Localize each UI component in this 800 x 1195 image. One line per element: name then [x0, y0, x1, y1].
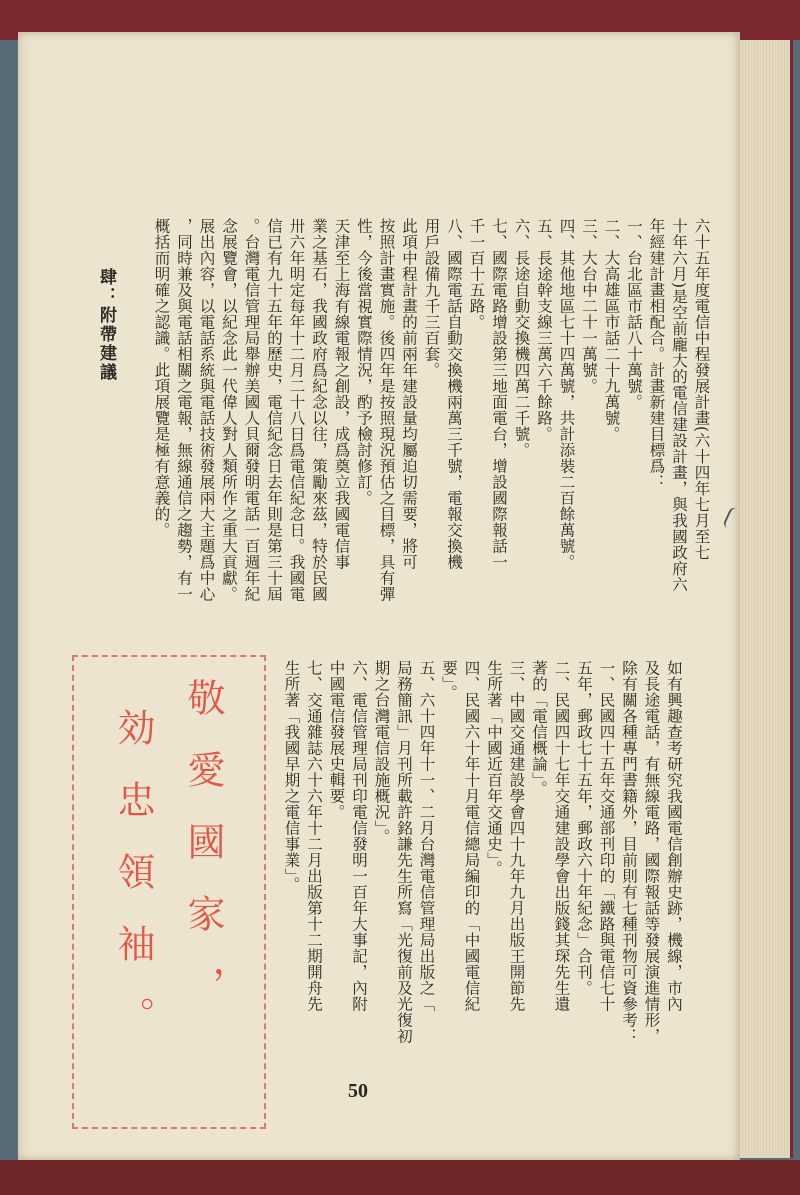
text-line: 除有關各種專門書籍外，目前則有七種刊物可資參考： [620, 660, 638, 1044]
text-line: 三、中國交通建設學會四十九年九月出版王開節先 [507, 660, 526, 1012]
text-line: 信已有九十五年的歷史，電信紀念日去年則是第三十屆 [265, 218, 283, 602]
text-line: 千一百十五路。 [467, 218, 486, 330]
text-line: 七、交通雜誌六十六年十二月出版第十二期開舟先 [305, 660, 323, 1012]
text-line: 六十五年度電信中程發展計畫(六十四年七月至七 [692, 218, 711, 561]
text-line: 概括而明確之認識。此項展覽是極有意義的。 [152, 218, 171, 538]
slogan-box [72, 655, 266, 1129]
text-line: 及長途電話，有無線電路，國際報話等發展演進情形， [642, 660, 661, 1044]
text-line: 中國電信發展史輯要。 [327, 660, 346, 820]
text-line: 生所著「中國近百年交通史」。 [485, 660, 503, 877]
text-line: 六、電信管理局刊印電信發明一百年大事記，內附 [350, 660, 368, 1012]
book-cover-bottom-edge [0, 1160, 800, 1195]
text-line: 念展覽會，以紀念此一代偉人對人類所作之重大貢獻。 [220, 218, 238, 602]
text-line: 一、民國四十五年交通部刊印的「鐵路與電信七十 [597, 660, 616, 1012]
text-line: 五、六十四年十一、二月台灣電信管理局出版之「 [417, 660, 436, 1012]
bottom-text-block [280, 660, 685, 1110]
text-line: 展出內容，以電話系統與電話技術發展兩大主題爲中心 [197, 218, 216, 602]
text-line: 二、大高雄區市話二十九萬號。 [602, 218, 621, 442]
text-line: 著的「電信概論」。 [530, 660, 548, 797]
slogan-line-left: 効忠領袖。 [111, 708, 155, 1068]
text-line: 八、國際電話自動交換機兩萬三千號，電報交換機 [445, 218, 463, 570]
text-line: 按照計畫實施。後四年是按照現況預估之目標，具有彈 [377, 218, 396, 602]
text-line: 年經建計畫相配合。計畫新建目標爲： [647, 218, 666, 490]
text-line: 七、國際電路增設第三地面電台，增設國際報話一 [490, 218, 508, 570]
text-line: 二、民國四十七年交通建設學會出版錢其琛先生遺 [552, 660, 571, 1012]
text-line: 局務簡訊」月刊所載許銘謙先生所寫「光復前及光復初 [395, 660, 413, 1044]
text-line: 十年六月)是空前龐大的電信建設計畫，與我國政府六 [670, 218, 688, 593]
page-stack-edge [738, 40, 793, 1158]
page-number: 50 [348, 1080, 368, 1102]
text-line: ，同時兼及與電話相關之電報，無線通信之趨勢，有一 [175, 218, 193, 602]
text-line: 用戶設備九千三百套。 [422, 218, 441, 378]
section-heading: 肆：附帶建議 [96, 268, 116, 382]
text-line: 要」。 [440, 660, 458, 701]
text-line: 期之台灣電信設施概況」。 [372, 660, 391, 845]
text-line: 三、大台中二十一萬號。 [580, 218, 598, 394]
top-text-block [150, 218, 713, 638]
text-line: 業之基石，我國政府爲紀念以往，策勵來茲，特於民國 [310, 218, 328, 602]
text-line: 性，今後當視實際情況，酌予檢討修訂。 [355, 218, 373, 506]
text-line: 此項中程計畫的前兩年建設量均屬迫切需要，將可 [400, 218, 418, 570]
text-line: 卅六年明定每年十二月二十八日爲電信紀念日。我國電 [287, 218, 306, 602]
text-line: 四、民國六十年十月電信總局編印的「中國電信紀 [462, 660, 481, 1012]
slogan-line-right: 敬愛國家， [181, 678, 225, 1038]
text-line: 一、台北區市話八十萬號。 [625, 218, 643, 410]
text-line: 天津至上海有線電報之創設，成爲奠立我國電信事 [332, 218, 351, 570]
text-line: 五年，郵政七十五年，郵政六十年紀念」合刊。 [575, 660, 593, 996]
text-line: 五、長途幹支線三萬六千餘路。 [535, 218, 553, 442]
text-line: 生所著「我國早期之電信事業」。 [282, 660, 301, 893]
text-line: 六、長途自動交換機四萬二千號。 [512, 218, 531, 458]
text-line: 如有興趣查考研究我國電信創辦史跡，機線，市內 [665, 660, 683, 1012]
text-line: 四、其他地區七十四萬號，共計添裝二百餘萬號。 [557, 218, 576, 570]
text-line: 。台灣電信管理局舉辦美國人貝爾發明電話一百週年紀 [242, 218, 261, 602]
